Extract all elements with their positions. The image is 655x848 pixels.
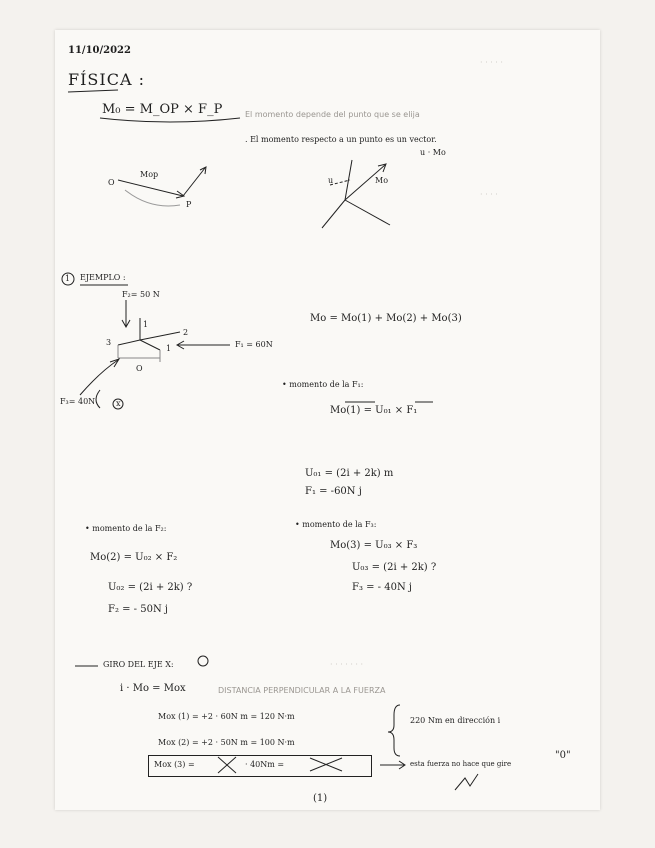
perp-note: DISTANCIA PERPENDICULAR A LA FUERZA [218, 686, 386, 695]
main-formula: M₀ = M_OP × F_P [102, 102, 223, 117]
bleed-through: · · · · · · · [330, 660, 364, 669]
vector-note: . El momento respecto a un punto es un vector. [245, 135, 437, 144]
f2-eq1: Mo(2) = U₀₂ × F₂ [90, 552, 178, 563]
example-heading: EJEMPLO : [80, 273, 126, 282]
origin-label: O [136, 364, 143, 373]
f3-eq2: U₀₃ = (2i + 2k) ? [352, 562, 437, 573]
mox-row-3-left: Mox (3) = [154, 760, 195, 769]
f1-eq2: U₀₁ = (2i + 2k) m [305, 468, 394, 479]
axis-label-3: 3 [106, 338, 112, 347]
projection-label: u · Mo [420, 148, 446, 157]
axis-label-1: 1 [143, 320, 149, 329]
f3-label: F₃= 40N [60, 397, 96, 406]
vector-op [118, 180, 183, 196]
f1-eq1: Mo(1) = U₀₁ × F₁ [330, 405, 418, 416]
formula-note: El momento depende del punto que se elija [245, 110, 420, 119]
mox-row-3-right: · 40Nm = [245, 760, 285, 769]
sum-formula: Mo = Mo(1) + Mo(2) + Mo(3) [310, 313, 462, 324]
f3-eq1: Mo(3) = U₀₃ × F₃ [330, 540, 418, 551]
bleed-through: · · · · · [480, 58, 503, 67]
circle-x-label: x [116, 399, 121, 408]
f2-label: F₂= 50 N [122, 290, 160, 299]
vector-mop-label: Mop [140, 170, 159, 179]
f1-heading: • momento de la F₁: [282, 380, 364, 389]
f1-eq3: F₁ = -60N j [305, 486, 362, 497]
f1-label: F₁ = 60N [235, 340, 273, 349]
axis-label-z1: 1 [166, 344, 172, 353]
point-o-label: O [108, 178, 115, 187]
date: 11/10/2022 [68, 45, 131, 56]
f3-heading: • momento de la F₃: [295, 520, 377, 529]
mox-row-1: Mox (1) = +2 · 60N m = 120 N·m [158, 712, 295, 721]
page-title: FÍSICA : [68, 70, 145, 89]
f2-heading: • momento de la F₂: [85, 524, 167, 533]
point-p-label: P [186, 200, 192, 209]
bleed-through: · · · · [480, 190, 498, 199]
f3-eq3: F₃ = - 40N j [352, 582, 412, 593]
f2-eq3: F₂ = - 50N j [108, 604, 168, 615]
f2-eq2: U₀₂ = (2i + 2k) ? [108, 582, 193, 593]
vector-mo-label: Mo [375, 176, 389, 185]
zero-label: "0" [555, 750, 571, 761]
no-rotation-note: esta fuerza no hace que gire [410, 760, 512, 768]
mox-row-2: Mox (2) = +2 · 50N m = 100 N·m [158, 738, 295, 747]
example-number: 1 [65, 274, 71, 283]
rotation-eq: i · Mo = Mox [120, 683, 186, 694]
page-number: (1) [313, 793, 328, 804]
rotation-heading: GIRO DEL EJE X: [103, 660, 174, 669]
mox-total: 220 Nm en dirección i [410, 716, 501, 725]
axis-label-2: 2 [183, 328, 189, 337]
vector-u-label: u [328, 176, 334, 185]
